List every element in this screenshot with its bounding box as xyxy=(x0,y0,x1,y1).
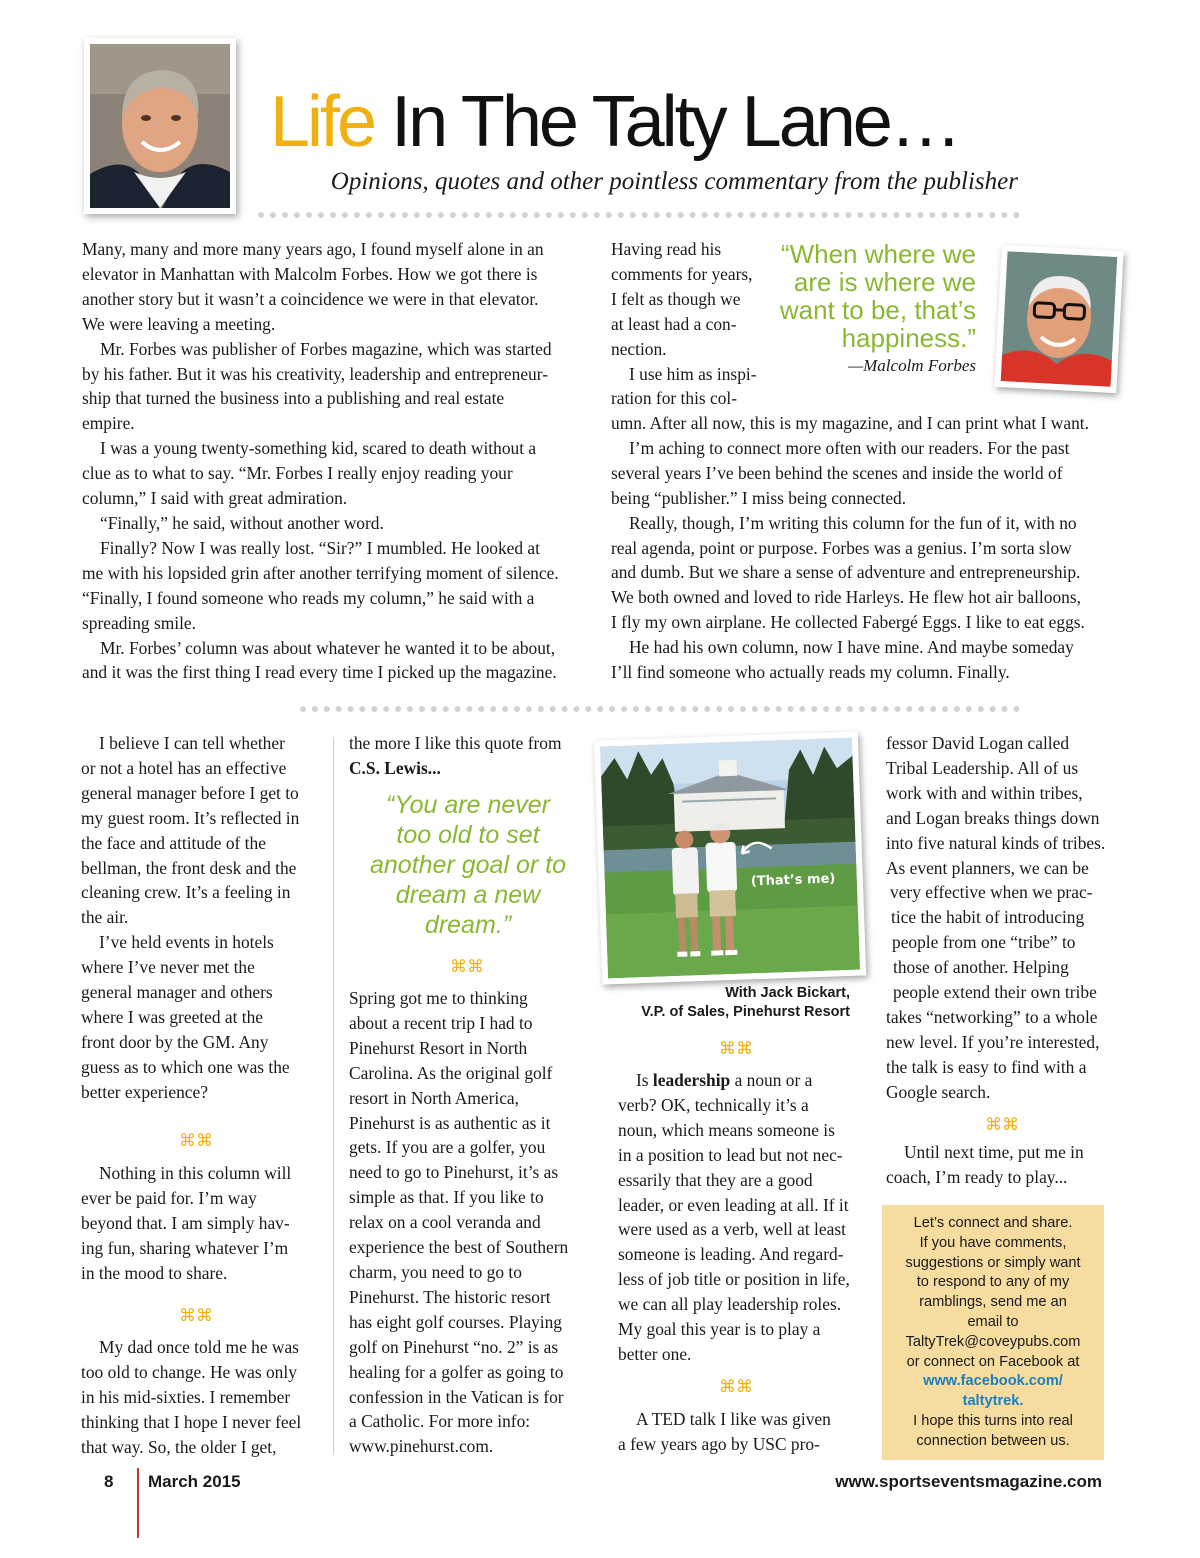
section-separator: ⌘⌘ xyxy=(179,1306,213,1326)
text-line: the talk is easy to find with a xyxy=(886,1056,1087,1077)
text-line: I’ll find someone who actually reads my column. Finally. xyxy=(611,662,1010,683)
text-line: A TED talk I like was given xyxy=(636,1409,831,1429)
issue-date: March 2015 xyxy=(148,1472,241,1491)
text-line: Google search. xyxy=(886,1081,991,1102)
text-line: I fly my own airplane. He collected Fabergé Eggs. I like to eat eggs. xyxy=(611,612,1085,633)
quote-line: another goal or to xyxy=(370,851,566,879)
text-line: better experience? xyxy=(81,1081,208,1102)
contact-line: or connect on Facebook at xyxy=(906,1353,1080,1370)
quote-line: happiness.” xyxy=(841,323,976,353)
title-accent: Life xyxy=(270,82,375,162)
column-4 xyxy=(886,731,1126,1105)
quote-line: “You are never xyxy=(386,791,550,819)
text-line: need to go to Pinehurst, it’s as xyxy=(349,1162,559,1183)
contact-line: suggestions or simply want xyxy=(905,1254,1081,1271)
quote-line: dream.” xyxy=(424,911,512,939)
section-separator: ⌘⌘ xyxy=(450,957,484,977)
text-line: C.S. Lewis... xyxy=(349,757,441,778)
column-1-part-3 xyxy=(81,1335,326,1460)
text-line: the more I like this quote from xyxy=(349,733,562,753)
text-line: Mr. Forbes’ column was about whatever he wanted it to be about, xyxy=(100,637,556,658)
lead-bold: leadership xyxy=(652,1070,731,1090)
text-line: the face and attitude of the xyxy=(81,832,266,853)
text-line: takes “networking” to a whole xyxy=(886,1006,1098,1027)
text-line: work with and within tribes, xyxy=(886,782,1083,803)
text-line: tice the habit of introducing xyxy=(891,907,1085,928)
text-line: ever be paid for. I’m way xyxy=(81,1187,257,1208)
intro-column-right-wide xyxy=(611,411,1111,685)
text-line: healing for a golfer as going to xyxy=(349,1361,564,1382)
text-line: column,” I said with great admiration. xyxy=(82,488,348,509)
text-line: My goal this year is to play a xyxy=(618,1319,821,1340)
text-line: Spring got me to thinking xyxy=(349,988,528,1008)
text-line: clue as to what to say. “Mr. Forbes I really enjoy reading your xyxy=(82,463,513,484)
column-2 xyxy=(349,986,589,1459)
text-line: guess as to which one was the xyxy=(81,1056,290,1077)
text-line: As event planners, we can be xyxy=(886,857,1089,878)
lead-pre: Is xyxy=(636,1070,653,1090)
contact-box xyxy=(882,1205,1104,1460)
text-line: Finally? Now I was really lost. “Sir?” I mumbled. He looked at xyxy=(100,537,540,558)
text-line: several years I’ve been behind the scenes and inside the world of xyxy=(611,462,1063,483)
text-line: beyond that. I am simply hav- xyxy=(81,1212,290,1233)
intro-column-left xyxy=(82,237,592,685)
lead-post: a noun or a xyxy=(730,1070,813,1090)
text-line: the air. xyxy=(81,907,129,928)
title-rest: In The Talty Lane… xyxy=(374,82,959,162)
text-line: I’ve held events in hotels xyxy=(99,932,274,953)
text-line: and dumb. But we share a sense of adventure and entrepreneurship. xyxy=(611,562,1081,583)
column-1 xyxy=(81,731,326,1105)
text-line: Until next time, put me in xyxy=(904,1142,1084,1162)
text-line: Many, many and more many years ago, I found myself alone in an xyxy=(82,239,544,259)
header-divider xyxy=(258,212,1020,218)
text-line: cleaning crew. It’s a feeling in xyxy=(81,882,291,903)
forbes-quote xyxy=(770,240,976,352)
text-line: verb? OK, technically it’s a xyxy=(618,1094,809,1115)
text-line: noun, which means someone is xyxy=(618,1119,835,1140)
text-line: general manager before I get to xyxy=(81,782,299,803)
text-line: experience the best of Southern xyxy=(349,1237,569,1258)
text-line: I felt as though we xyxy=(611,288,741,309)
text-line: umn. After all now, this is my magazine, and I can print what I want. xyxy=(611,413,1089,433)
caption-line: V.P. of Sales, Pinehurst Resort xyxy=(641,1004,850,1020)
footer-rule xyxy=(137,1468,139,1538)
text-line: fessor David Logan called xyxy=(886,733,1070,753)
text-line: were used as a verb, well at least xyxy=(618,1219,846,1240)
text-line: front door by the GM. Any xyxy=(81,1031,269,1052)
facebook-link[interactable]: www.facebook.com/ xyxy=(923,1373,1063,1390)
forbes-quote-attribution: —Malcolm Forbes xyxy=(848,356,976,375)
photo-caption xyxy=(598,984,850,1022)
text-line: “Finally, I found someone who reads my column,” he said with a xyxy=(82,587,535,608)
text-line: thinking that I hope I never feel xyxy=(81,1411,302,1432)
caption-line: With Jack Bickart, xyxy=(725,985,850,1001)
text-line: new level. If you’re interested, xyxy=(886,1031,1100,1052)
text-line: better one. xyxy=(618,1343,692,1364)
text-line: less of job title or position in life, xyxy=(618,1269,850,1290)
column-4-part-2 xyxy=(886,1140,1126,1190)
website-url[interactable]: www.sportseventsmagazine.com xyxy=(835,1472,1102,1491)
text-line: about a recent trip I had to xyxy=(349,1012,533,1033)
text-line: elevator in Manhattan with Malcolm Forbes. How we got there is xyxy=(82,263,538,284)
section-separator: ⌘⌘ xyxy=(719,1039,753,1059)
text-line: real agenda, point or purpose. Forbes was a genius. I’m sorta slow xyxy=(611,537,1072,558)
column-3-part-2 xyxy=(618,1407,863,1457)
text-line: by his father. But it was his creativity, leadership and entrepreneur- xyxy=(82,363,548,384)
page-title xyxy=(270,82,959,162)
text-line: empire. xyxy=(82,413,135,434)
text-line: Pinehurst Resort in North xyxy=(349,1037,528,1058)
text-line: ship that turned the business into a publishing and real estate xyxy=(82,388,505,409)
text-line: spreading smile. xyxy=(82,612,196,633)
section-separator: ⌘⌘ xyxy=(985,1115,1019,1135)
text-line: and it was the first thing I read every time I picked up the magazine. xyxy=(82,662,557,683)
contact-line: I hope this turns into real xyxy=(913,1412,1073,1429)
text-line: nection. xyxy=(611,338,667,359)
column-3 xyxy=(618,1068,863,1367)
text-line: I use him as inspi- xyxy=(629,363,757,384)
text-line: gets. If you are a golfer, you xyxy=(349,1137,546,1158)
page-subtitle: Opinions, quotes and other pointless commentary from the publisher xyxy=(330,168,1018,195)
quote-line: want to be, that’s xyxy=(779,295,976,325)
text-line: Having read his xyxy=(611,239,722,259)
contact-line: Let’s connect and share. xyxy=(913,1215,1073,1231)
quote-line: too old to set xyxy=(396,821,540,849)
text-line: very effective when we prac- xyxy=(890,882,1093,903)
contact-line: connection between us. xyxy=(916,1432,1070,1449)
cs-lewis-quote xyxy=(355,790,581,940)
text-line: we can all play leadership roles. xyxy=(618,1294,842,1315)
text-line: a few years ago by USC pro- xyxy=(618,1433,820,1454)
text-line: “Finally,” he said, without another word. xyxy=(100,512,384,533)
text-line: Pinehurst. The historic resort xyxy=(349,1286,551,1307)
text-line: people extend their own tribe xyxy=(893,982,1097,1003)
contact-line: to respond to any of my xyxy=(916,1274,1070,1291)
text-line: We were leaving a meeting. xyxy=(82,313,276,334)
text-line: general manager and others xyxy=(81,982,273,1003)
column-2-intro xyxy=(349,731,589,781)
text-line: into five natural kinds of tribes. xyxy=(886,832,1106,853)
contact-line: ramblings, send me an xyxy=(919,1294,1067,1311)
text-line: ing fun, sharing whatever I’m xyxy=(81,1237,289,1258)
text-line: people from one “tribe” to xyxy=(892,932,1076,953)
golf-photo-tag: (That’s me) xyxy=(750,871,836,890)
quote-line: “When where we xyxy=(780,239,976,269)
text-line: and Logan breaks things down xyxy=(886,807,1100,828)
text-line: Really, though, I’m writing this column for the fun of it, with no xyxy=(629,512,1077,533)
text-line: or not a hotel has an effective xyxy=(81,757,287,778)
text-line: Nothing in this column will xyxy=(99,1163,292,1183)
text-line: Tribal Leadership. All of us xyxy=(886,757,1079,778)
text-line: in the mood to share. xyxy=(81,1262,228,1283)
text-line: essarily that they are a good xyxy=(618,1169,813,1190)
text-line: comments for years, xyxy=(611,263,753,284)
text-line: I was a young twenty-something kid, scared to death without a xyxy=(100,438,537,459)
text-line: I’m aching to connect more often with our readers. For the past xyxy=(629,437,1070,458)
text-line: that way. So, the older I get, xyxy=(81,1436,277,1457)
quote-line: are is where we xyxy=(793,267,976,297)
section-divider xyxy=(300,706,1020,712)
section-separator: ⌘⌘ xyxy=(179,1131,213,1151)
quote-line: dream a new xyxy=(395,881,541,909)
text-line: My dad once told me he was xyxy=(99,1337,299,1357)
text-line: those of another. Helping xyxy=(893,957,1069,978)
contact-line: If you have comments, xyxy=(919,1234,1067,1251)
contact-email[interactable]: TaltyTrek@coveypubs.com xyxy=(905,1333,1081,1350)
text-line: me with his lopsided grin after another terrifying moment of silence. xyxy=(82,562,559,583)
text-line: my guest room. It’s reflected in xyxy=(81,807,300,828)
text-line: golf on Pinehurst “no. 2” is as xyxy=(349,1336,559,1357)
page-number: 8 xyxy=(104,1472,114,1491)
text-line: Pinehurst is as authentic as it xyxy=(349,1112,551,1133)
text-line: www.pinehurst.com. xyxy=(349,1436,494,1457)
intro-column-right-narrow xyxy=(611,237,771,411)
text-line: coach, I’m ready to play... xyxy=(886,1166,1068,1187)
text-line: He had his own column, now I have mine. And maybe someday xyxy=(629,637,1074,658)
text-line: a Catholic. For more info: xyxy=(349,1411,531,1432)
text-line: Mr. Forbes was publisher of Forbes magazine, which was started xyxy=(100,338,552,359)
text-line: has eight golf courses. Playing xyxy=(349,1311,563,1332)
forbes-photo xyxy=(994,245,1123,393)
text-line: We both owned and loved to ride Harleys. He flew hot air balloons, xyxy=(611,587,1081,608)
text-line: confession in the Vatican is for xyxy=(349,1386,564,1407)
text-line: someone is leading. And regard- xyxy=(618,1244,844,1265)
text-line: relax on a cool veranda and xyxy=(349,1212,541,1233)
column-rule xyxy=(333,737,334,1455)
text-line: I believe I can tell whether xyxy=(99,733,285,753)
contact-line: email to xyxy=(967,1313,1019,1330)
author-photo xyxy=(84,38,236,214)
text-line: simple as that. If you like to xyxy=(349,1187,544,1208)
facebook-link[interactable]: taltytrek. xyxy=(962,1393,1024,1410)
text-line xyxy=(618,1068,863,1093)
text-line: in a position to lead but not nec- xyxy=(618,1144,843,1165)
text-line: charm, you need to go to xyxy=(349,1261,522,1282)
text-line: leader, or even leading at all. If it xyxy=(618,1194,849,1215)
text-line: another story but it wasn’t a coincidence we were in that elevator. xyxy=(82,288,539,309)
text-line: bellman, the front desk and the xyxy=(81,857,297,878)
text-line: resort in North America, xyxy=(349,1087,519,1108)
section-separator: ⌘⌘ xyxy=(719,1377,753,1397)
text-line: where I was greeted at the xyxy=(81,1006,264,1027)
text-line: Carolina. As the original golf xyxy=(349,1062,553,1083)
text-line: at least had a con- xyxy=(611,313,737,334)
golf-photo xyxy=(594,731,866,984)
column-1-part-2 xyxy=(81,1161,326,1286)
text-line: ration for this col- xyxy=(611,388,738,409)
text-line: too old to change. He was only xyxy=(81,1361,297,1382)
text-line: where I’ve never met the xyxy=(81,957,255,978)
text-line: being “publisher.” I miss being connected. xyxy=(611,487,907,508)
text-line: in his mid-sixties. I remember xyxy=(81,1386,291,1407)
